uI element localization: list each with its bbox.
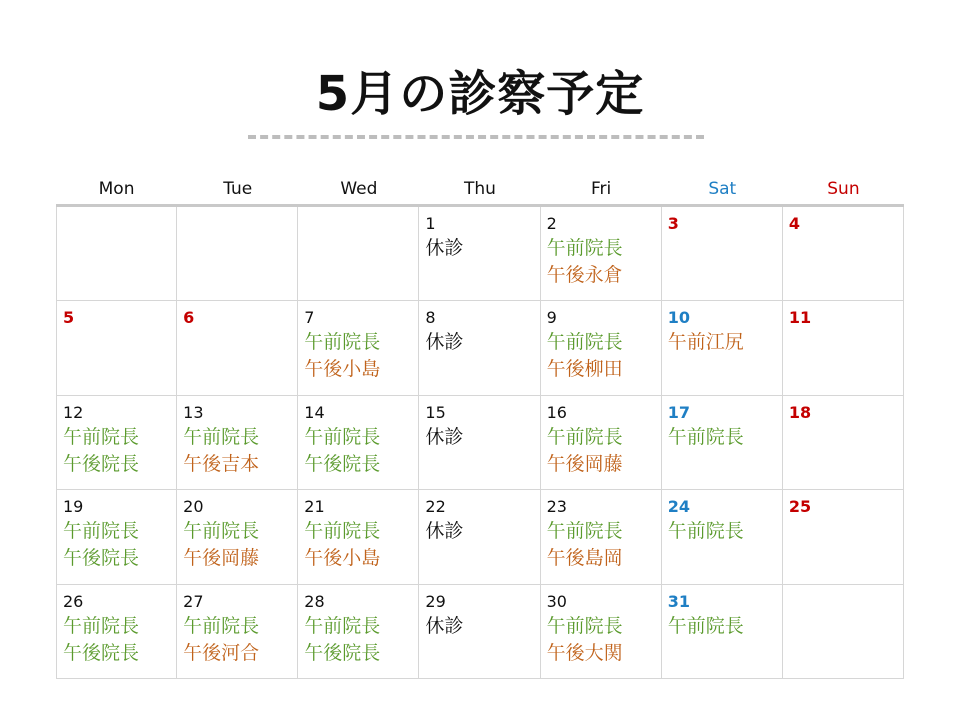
schedule-entry: 午前院長 bbox=[546, 614, 623, 637]
day-number: 22 bbox=[425, 497, 446, 517]
day-number: 20 bbox=[183, 497, 204, 517]
calendar-empty-cell bbox=[298, 207, 419, 301]
schedule-entry: 午前院長 bbox=[546, 520, 623, 543]
day-number: 14 bbox=[304, 402, 325, 422]
schedule-entry: 午後院長 bbox=[63, 547, 140, 570]
day-number: 11 bbox=[788, 308, 812, 328]
weekday-header-tue: Tue bbox=[223, 179, 253, 199]
schedule-entry: 午前院長 bbox=[546, 237, 623, 259]
day-number: 8 bbox=[425, 308, 436, 328]
day-number: 31 bbox=[667, 591, 690, 611]
schedule-entry: 午前院長 bbox=[304, 520, 381, 543]
calendar-day-cell bbox=[298, 396, 419, 490]
calendar-day-cell bbox=[541, 396, 662, 490]
weekday-header-wed: Wed bbox=[340, 179, 378, 199]
closed-label: 休診 bbox=[425, 237, 464, 259]
calendar-day-cell bbox=[298, 585, 419, 679]
calendar-day-cell bbox=[783, 301, 904, 395]
calendar-day-cell bbox=[662, 301, 783, 395]
schedule-entry: 午後院長 bbox=[63, 641, 140, 664]
title-dashed-underline bbox=[248, 135, 704, 139]
weekday-header-mon: Mon bbox=[98, 179, 135, 199]
schedule-entry: 午後岡藤 bbox=[183, 547, 260, 570]
schedule-entry: 午前院長 bbox=[63, 520, 140, 543]
calendar-day-cell bbox=[662, 490, 783, 584]
day-number: 12 bbox=[63, 402, 84, 422]
day-number: 15 bbox=[425, 402, 446, 422]
schedule-entry: 午前院長 bbox=[304, 614, 381, 637]
day-number: 2 bbox=[546, 214, 557, 233]
schedule-entry: 午後院長 bbox=[63, 452, 140, 475]
day-number: 4 bbox=[788, 214, 800, 233]
schedule-entry: 午前院長 bbox=[667, 520, 744, 543]
schedule-entry: 午後永倉 bbox=[546, 264, 623, 286]
calendar-empty-cell bbox=[56, 207, 177, 301]
day-number: 19 bbox=[63, 497, 84, 517]
day-number: 17 bbox=[667, 402, 690, 422]
schedule-entry: 午前江尻 bbox=[667, 331, 744, 354]
day-number: 26 bbox=[63, 591, 84, 611]
calendar-day-cell bbox=[56, 490, 177, 584]
schedule-entry: 午前院長 bbox=[304, 425, 381, 448]
calendar-day-cell bbox=[56, 396, 177, 490]
schedule-entry: 午後院長 bbox=[304, 452, 381, 475]
calendar-day-cell bbox=[662, 207, 783, 301]
calendar-day-cell bbox=[541, 490, 662, 584]
weekday-header-row bbox=[56, 176, 904, 202]
calendar-day-cell bbox=[541, 207, 662, 301]
closed-label: 休診 bbox=[425, 614, 464, 637]
schedule-entry: 午後島岡 bbox=[546, 547, 623, 570]
schedule-entry: 午後柳田 bbox=[546, 358, 623, 381]
schedule-entry: 午前院長 bbox=[63, 614, 140, 637]
calendar-day-cell bbox=[298, 301, 419, 395]
day-number: 24 bbox=[667, 497, 690, 517]
calendar-day-cell bbox=[419, 301, 540, 395]
schedule-entry: 午後岡藤 bbox=[546, 452, 623, 475]
schedule-entry: 午前院長 bbox=[546, 331, 623, 354]
day-number: 25 bbox=[788, 497, 812, 517]
calendar-day-cell bbox=[177, 490, 298, 584]
calendar-day-cell bbox=[177, 585, 298, 679]
day-number: 28 bbox=[304, 591, 325, 611]
schedule-entry: 午前院長 bbox=[183, 614, 260, 637]
day-number: 16 bbox=[546, 402, 567, 422]
day-number: 27 bbox=[183, 591, 204, 611]
calendar-empty-cell bbox=[783, 585, 904, 679]
schedule-entry: 午後吉本 bbox=[183, 452, 260, 475]
calendar-day-cell bbox=[541, 301, 662, 395]
calendar-day-cell bbox=[56, 585, 177, 679]
day-number: 7 bbox=[304, 308, 315, 328]
calendar-day-cell bbox=[56, 301, 177, 395]
day-number: 9 bbox=[546, 308, 557, 328]
day-number: 10 bbox=[667, 308, 690, 328]
calendar-day-cell bbox=[783, 490, 904, 584]
day-number: 21 bbox=[304, 497, 325, 517]
calendar-day-cell bbox=[177, 396, 298, 490]
calendar-day-cell bbox=[541, 585, 662, 679]
calendar-day-cell bbox=[662, 396, 783, 490]
weekday-header-fri: Fri bbox=[591, 179, 612, 199]
day-number: 3 bbox=[667, 214, 679, 233]
day-number: 13 bbox=[183, 402, 204, 422]
weekday-header-sat: Sat bbox=[708, 179, 737, 199]
schedule-entry: 午前院長 bbox=[304, 331, 381, 354]
calendar-grid bbox=[56, 207, 904, 679]
calendar-day-cell bbox=[177, 301, 298, 395]
page-title: 5月の診察予定 bbox=[315, 66, 645, 122]
schedule-entry: 午前院長 bbox=[183, 520, 260, 543]
schedule-entry: 午後院長 bbox=[304, 641, 381, 664]
day-number: 30 bbox=[546, 591, 567, 611]
day-number: 5 bbox=[63, 308, 75, 328]
day-number: 1 bbox=[425, 214, 436, 233]
schedule-entry: 午後小島 bbox=[304, 358, 381, 381]
schedule-entry: 午前院長 bbox=[667, 425, 744, 448]
calendar-day-cell bbox=[419, 396, 540, 490]
schedule-entry: 午前院長 bbox=[183, 425, 260, 448]
weekday-header-thu: Thu bbox=[464, 179, 496, 199]
day-number: 18 bbox=[788, 402, 812, 422]
schedule-entry: 午後大関 bbox=[546, 641, 623, 664]
calendar-day-cell bbox=[419, 585, 540, 679]
day-number: 23 bbox=[546, 497, 567, 517]
calendar-day-cell bbox=[419, 490, 540, 584]
day-number: 29 bbox=[425, 591, 446, 611]
calendar-day-cell bbox=[783, 396, 904, 490]
day-number: 6 bbox=[183, 308, 195, 328]
title-area bbox=[0, 62, 960, 126]
schedule-entry: 午後河合 bbox=[183, 641, 260, 664]
closed-label: 休診 bbox=[425, 425, 464, 448]
closed-label: 休診 bbox=[425, 520, 464, 543]
schedule-entry: 午前院長 bbox=[546, 425, 623, 448]
schedule-entry: 午後小島 bbox=[304, 547, 381, 570]
calendar-day-cell bbox=[419, 207, 540, 301]
closed-label: 休診 bbox=[425, 331, 464, 354]
weekday-header-sun: Sun bbox=[827, 179, 860, 199]
calendar-day-cell bbox=[662, 585, 783, 679]
calendar-empty-cell bbox=[177, 207, 298, 301]
schedule-entry: 午前院長 bbox=[667, 614, 744, 637]
calendar-day-cell bbox=[783, 207, 904, 301]
calendar-day-cell bbox=[298, 490, 419, 584]
schedule-entry: 午前院長 bbox=[63, 425, 140, 448]
